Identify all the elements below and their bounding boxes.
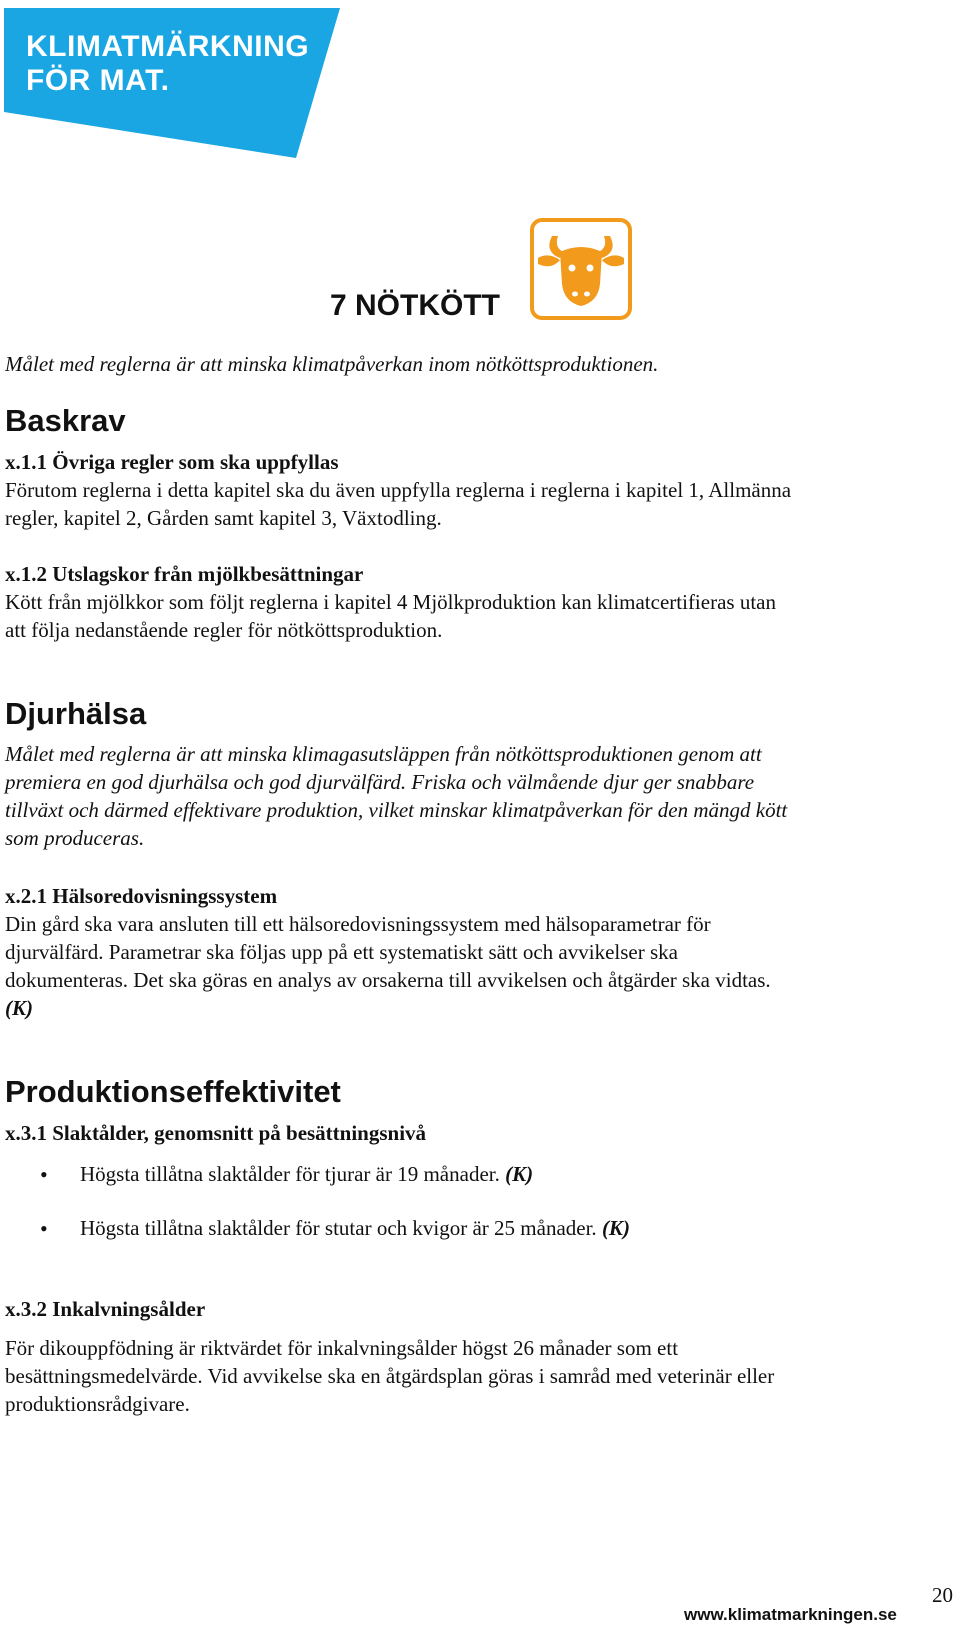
section-intro-line: som produceras. — [5, 826, 145, 850]
section-heading-djurhalsa: Djurhälsa — [5, 696, 147, 731]
bullet-icon: • — [40, 1162, 48, 1187]
rule-text-x12-line2: att följa nedanstående regler för nötköttsproduktion. — [5, 618, 443, 642]
control-tag-k: (K) — [5, 996, 33, 1020]
control-tag-k: (K) — [601, 1216, 630, 1240]
list-item-text — [80, 1214, 630, 1243]
section-heading-produktionseffektivitet: Produktionseffektivitet — [5, 1074, 341, 1109]
section-intro-line: Målet med reglerna är att minska klimagasutsläppen från nötköttsproduktionen genom att — [5, 742, 762, 766]
section-intro-line: premiera en god djurhälsa och god djurvälfärd. Friska och välmående djur ger snabbare — [5, 770, 755, 794]
logo-text-line1: KLIMATMÄRKNING — [26, 30, 310, 63]
list-item-text — [80, 1160, 533, 1189]
rule-text-line: besättningsmedelvärde. Vid avvikelse ska en åtgärdsplan göras i samråd med veterinär eller — [5, 1364, 775, 1388]
rule-text-line: produktionsrådgivare. — [5, 1392, 190, 1416]
bullet-icon: • — [40, 1216, 48, 1241]
rule-title-x32: x.3.2 Inkalvningsålder — [5, 1297, 206, 1321]
rule-text-line: För dikouppfödning är riktvärdet för inkalvningsålder högst 26 månader som ett — [5, 1336, 679, 1360]
rule-text-line: Din gård ska vara ansluten till ett hälsoredovisningssystem med hälsoparametrar för — [5, 912, 711, 936]
footer-url[interactable]: www.klimatmarkningen.se — [684, 1605, 897, 1624]
rule-text-x11-line2: regler, kapitel 2, Gården samt kapitel 3, Växtodling. — [5, 506, 442, 530]
rule-text-line: djurvälfärd. Parametrar ska följas upp på ett systematiskt sätt och avvikelser ska — [5, 940, 678, 964]
chapter-intro: Målet med reglerna är att minska klimatpåverkan inom nötköttsproduktionen. — [5, 352, 659, 376]
rule-text-line: dokumenteras. Det ska göras en analys av orsakerna till avvikelsen och åtgärder ska vidtas. — [5, 968, 771, 992]
rule-text-x11-line1: Förutom reglerna i detta kapitel ska du även uppfylla reglerna i reglerna i kapitel 1, Allmänna — [5, 478, 792, 502]
logo-text-line2: FÖR MAT. — [26, 64, 170, 97]
rule-title-x11: x.1.1 Övriga regler som ska uppfyllas — [5, 450, 339, 474]
rule-title-x31: x.3.1 Slaktålder, genomsnitt på besättningsnivå — [5, 1121, 427, 1145]
bullet-text: Högsta tillåtna slaktålder för stutar och kvigor är 25 månader. — [80, 1216, 597, 1240]
rule-text-x12-line1: Kött från mjölkkor som följt reglerna i kapitel 4 Mjölkproduktion kan klimatcertifieras utan — [5, 590, 776, 614]
control-tag — [5, 994, 950, 1023]
rule-title-x12: x.1.2 Utslagskor från mjölkbesättningar — [5, 562, 364, 586]
rule-title-x21: x.2.1 Hälsoredovisningssystem — [5, 884, 278, 908]
cow-head-icon — [530, 218, 632, 320]
section-intro-line: tillväxt och därmed effektivare produktion, vilket minskar klimatpåverkan för den mängd kött — [5, 798, 788, 822]
chapter-title: 7 NÖTKÖTT — [330, 289, 500, 322]
page-number: 20 — [932, 1583, 953, 1607]
section-heading-baskrav: Baskrav — [5, 403, 126, 438]
bullet-text: Högsta tillåtna slaktålder för tjurar är 19 månader. — [80, 1162, 500, 1186]
klimatmarkning-logo — [4, 8, 344, 158]
control-tag-k: (K) — [505, 1162, 534, 1186]
